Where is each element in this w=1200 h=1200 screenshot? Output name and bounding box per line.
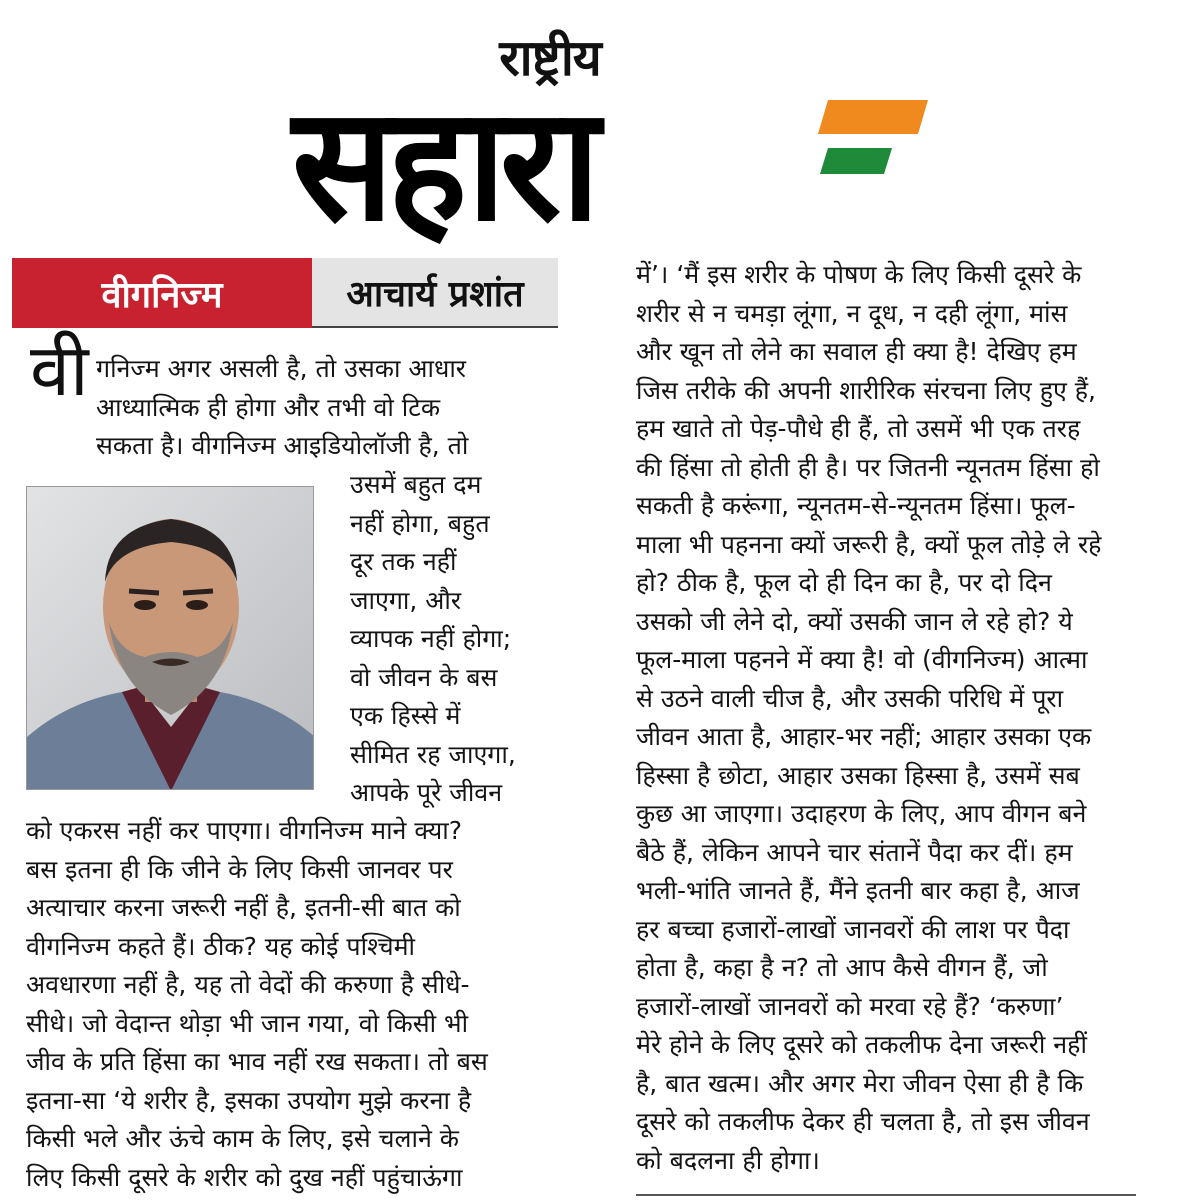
left-column-body xyxy=(26,812,488,1197)
text-line: जिस तरीके की अपनी शारीरिक संरचना लिए हुए हैं, xyxy=(636,375,1096,405)
text-line: को बदलना ही होगा। xyxy=(636,1145,820,1175)
text-line: हिस्सा है छोटा, आहार उसका हिस्सा है, उसमें सब xyxy=(636,760,1080,790)
text-line: बैठे हैं, लेकिन आपने चार संतानें पैदा कर दीं। हम xyxy=(636,837,1073,867)
text-line: सीमित रह जाएगा, xyxy=(350,739,516,769)
text-line: आध्यात्मिक ही होगा और तभी वो टिक xyxy=(96,392,441,422)
text-line: कुछ आ जाएगा। उदाहरण के लिए, आप वीगन बने xyxy=(636,799,1087,828)
text-line: एक हिस्से में xyxy=(350,701,461,730)
text-line: सकता है। वीगनिज्म आइडियोलॉजी है, तो xyxy=(96,431,469,460)
text-line: भली-भांति जानते हैं, मैंने इतनी बार कहा है, आज xyxy=(636,876,1080,905)
text-line: अवधारणा नहीं है, यह तो वेदों की करुणा है सीधे- xyxy=(26,970,470,999)
text-line: इतना-सा ‘ये शरीर है, इसका उपयोग मुझे करना है xyxy=(26,1085,472,1115)
text-line: व्यापक नहीं होगा; xyxy=(350,624,512,653)
text-line: उसमें बहुत दम xyxy=(350,470,482,499)
text-line: लिए किसी दूसरे के शरीर को दुख नहीं पहुंचाऊंगा xyxy=(26,1162,463,1192)
text-line: मेरे होने के लिए दूसरे को तकलीफ देना जरूरी नहीं xyxy=(636,1030,1087,1059)
text-line: में’। ‘मैं इस शरीर के पोषण के लिए किसी दूसरे के xyxy=(636,260,1082,289)
text-line: है, बात खत्म। और अगर मेरा जीवन ऐसा ही है कि xyxy=(636,1068,1084,1098)
author-portrait-icon xyxy=(27,487,314,790)
author-photo xyxy=(26,486,314,790)
intro-paragraph xyxy=(96,350,468,466)
text-line: शरीर से न चमड़ा लूंगा, न दूध, न दही लूंगा, मांस xyxy=(636,298,1068,328)
text-line: दूसरे को तकलीफ देकर ही चलता है, तो इस जीवन xyxy=(636,1107,1090,1136)
text-line: होता है, कहा है न? तो आप कैसे वीगन हैं, जो xyxy=(636,953,1048,982)
text-line: जाएगा, और xyxy=(350,585,462,615)
text-line: वीगनिज्म कहते हैं। ठीक? यह कोई पश्चिमी xyxy=(26,931,416,961)
right-column-body xyxy=(636,256,1101,1180)
text-line: माला भी पहनना क्यों जरूरी है, क्यों फूल तोड़े ले रहे xyxy=(636,529,1102,559)
text-line: फूल-माला पहनने में क्या है! वो (वीगनिज्म) आत्मा xyxy=(636,645,1088,674)
text-line: हो? ठीक है, फूल दो ही दिन का है, पर दो दिन xyxy=(636,568,1052,597)
flag-saffron-stripe xyxy=(818,100,928,134)
text-line: नहीं होगा, बहुत xyxy=(350,508,490,538)
text-line: से उठने वाली चीज है, और उसकी परिधि में पूरा xyxy=(636,683,1064,713)
text-line: वो जीवन के बस xyxy=(350,662,498,692)
column-end-rule xyxy=(636,1194,1136,1196)
text-line: अत्याचार करना जरूरी नहीं है, इतनी-सी बात को xyxy=(26,893,461,922)
text-line: की हिंसा तो होती ही है। पर जितनी न्यूनतम हिंसा हो xyxy=(636,452,1100,482)
side-paragraph xyxy=(350,466,516,813)
masthead-title: सहारा xyxy=(292,73,595,257)
flag-green-stripe xyxy=(820,148,892,174)
text-line: जीव के प्रति हिंसा का भाव नहीं रख सकता। तो बस xyxy=(26,1047,488,1076)
text-line: हर बच्चा हजारों-लाखों जानवरों की लाश पर पैदा xyxy=(636,914,1070,944)
text-line: हम खाते तो पेड़-पौधे ही हैं, तो उसमें भी एक तरह xyxy=(636,414,1081,443)
text-line: को एकरस नहीं कर पाएगा। वीगनिज्म माने क्या? xyxy=(26,816,462,845)
text-line: जीवन आता है, आहार-भर नहीं; आहार उसका एक xyxy=(636,722,1092,751)
author-name: आचार्य प्रशांत xyxy=(312,258,558,328)
text-line: सीधे। जो वेदान्त थोड़ा भी जान गया, वो किसी भी xyxy=(26,1008,469,1038)
text-line: बस इतना ही कि जीने के लिए किसी जानवर पर xyxy=(26,854,453,884)
text-line: आपके पूरे जीवन xyxy=(350,778,503,807)
text-line: किसी भले और ऊंचे काम के लिए, इसे चलाने के xyxy=(26,1124,459,1153)
text-line: दूर तक नहीं xyxy=(350,547,457,576)
dropcap: वी xyxy=(30,328,89,412)
text-line: हजारों-लाखों जानवरों को मरवा रहे हैं? ‘करुणा’ xyxy=(636,991,1064,1021)
text-line: उसको जी लेने दो, क्यों उसकी जान ले रहे हो? ये xyxy=(636,606,1073,636)
text-line: गनिज्म अगर असली है, तो उसका आधार xyxy=(96,354,467,383)
text-line: और खून तो लेने का सवाल ही क्या है! देखिए हम xyxy=(636,337,1077,366)
text-line: सकती है करूंगा, न्यूनतम-से-न्यूनतम हिंसा। फूल- xyxy=(636,491,1076,520)
column-label: वीगनिज्म xyxy=(12,258,312,328)
masthead-top-word: राष्ट्रीय xyxy=(499,29,601,87)
